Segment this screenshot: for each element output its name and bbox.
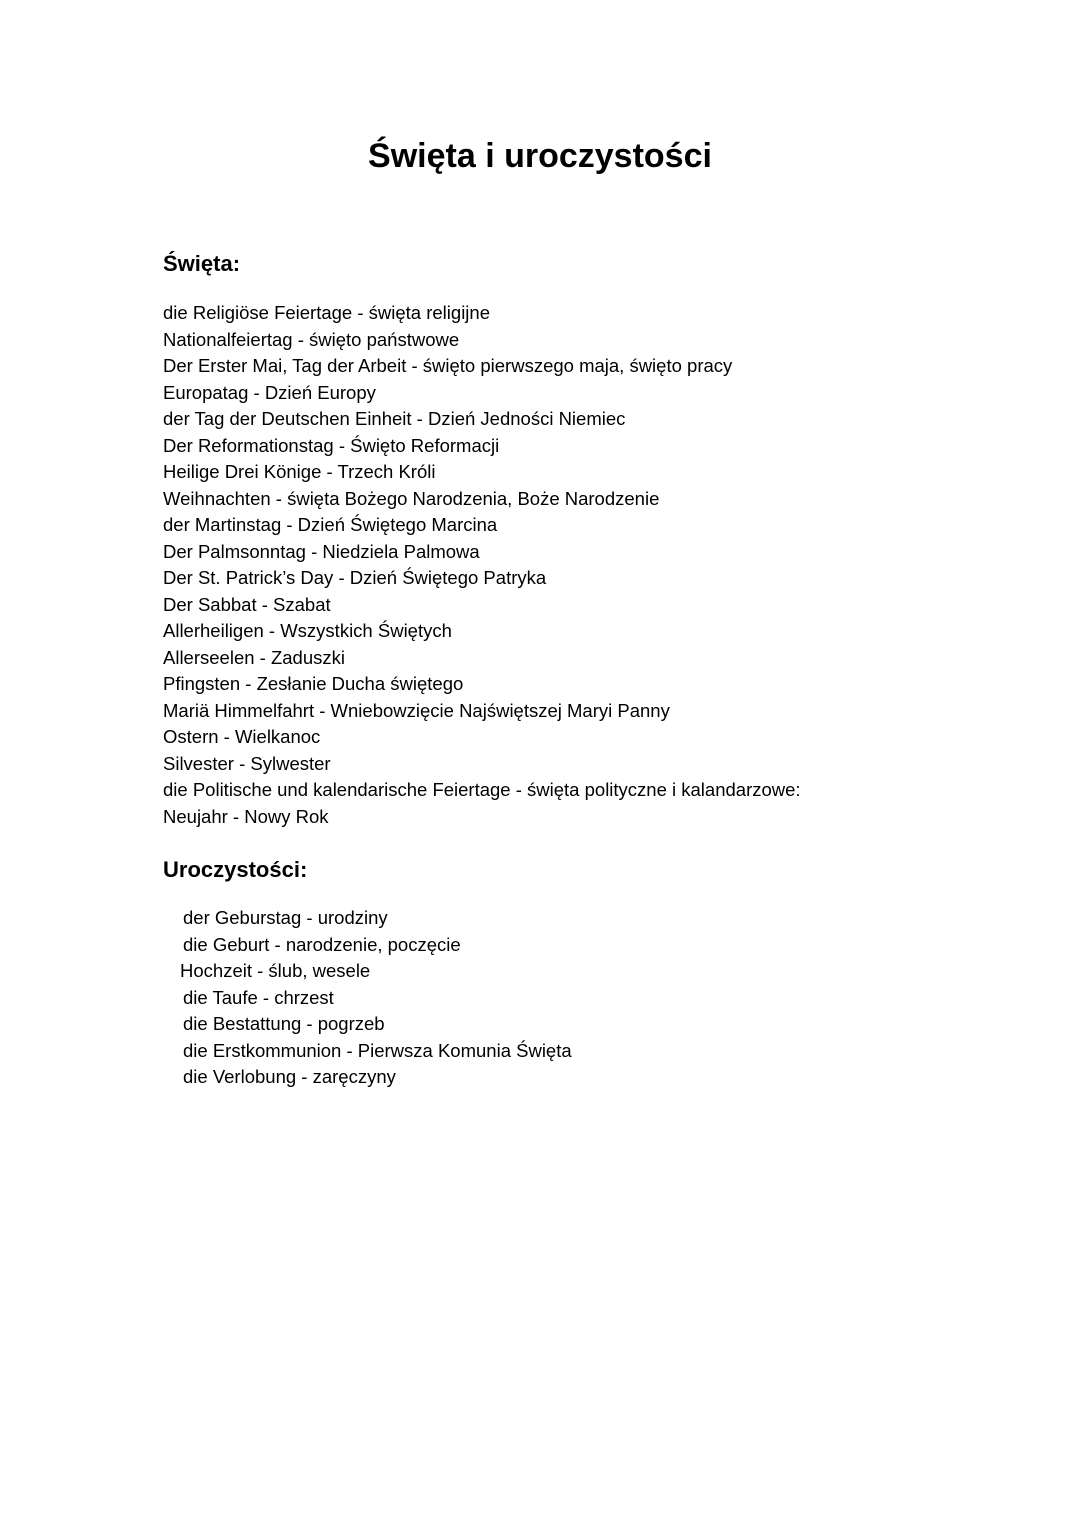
list-item: der Martinstag - Dzień Świętego Marcina: [163, 514, 498, 535]
list-item: Ostern - Wielkanoc: [163, 726, 321, 747]
list-item: Heilige Drei Könige - Trzech Króli: [163, 461, 436, 482]
list-item: der Tag der Deutschen Einheit - Dzień Jedności Niemiec: [163, 408, 626, 429]
list-item: Weihnachten - święta Bożego Narodzenia, Boże Narodzenie: [163, 487, 660, 509]
celebration-list: [180, 905, 572, 1091]
list-item: Nationalfeiertag - święto państwowe: [163, 328, 460, 350]
list-item: der Geburstag - urodziny: [183, 907, 388, 928]
list-item: Der Erster Mai, Tag der Arbeit - święto pierwszego maja, święto pracy: [163, 355, 733, 376]
page-title: Święta i uroczystości: [368, 137, 712, 175]
holiday-list: [163, 300, 801, 830]
list-item: Pfingsten - Zesłanie Ducha świętego: [163, 673, 464, 694]
list-item: Silvester - Sylwester: [163, 752, 331, 774]
list-item: Der Sabbat - Szabat: [163, 593, 331, 615]
list-item: Hochzeit - ślub, wesele: [180, 960, 371, 981]
list-item: Europatag - Dzień Europy: [163, 381, 376, 403]
list-item: Allerheiligen - Wszystkich Świętych: [163, 620, 452, 641]
list-item: Der Palmsonntag - Niedziela Palmowa: [163, 540, 480, 562]
list-item: Der St. Patrick’s Day - Dzień Świętego Patryka: [163, 567, 547, 588]
list-item: die Politische und kalendarische Feiertage - święta polityczne i kalandarzowe:: [163, 779, 801, 800]
list-item: die Geburt - narodzenie, poczęcie: [183, 933, 461, 955]
list-item: Allerseelen - Zaduszki: [163, 646, 345, 668]
list-item: Neujahr - Nowy Rok: [163, 805, 329, 827]
list-item: Der Reformationstag - Święto Reformacji: [163, 434, 500, 456]
list-item: die Bestattung - pogrzeb: [183, 1013, 385, 1034]
list-item: die Verlobung - zaręczyny: [183, 1066, 396, 1087]
section-heading-uroczystosci: Uroczystości:: [163, 857, 308, 882]
list-item: die Erstkommunion - Pierwsza Komunia Święta: [183, 1039, 572, 1061]
list-item: die Religiöse Feiertage - święta religijne: [163, 302, 490, 323]
section-heading-swieta: Święta:: [163, 251, 241, 276]
list-item: Mariä Himmelfahrt - Wniebowzięcie Najświętszej Maryi Panny: [163, 699, 670, 721]
list-item: die Taufe - chrzest: [183, 986, 334, 1008]
